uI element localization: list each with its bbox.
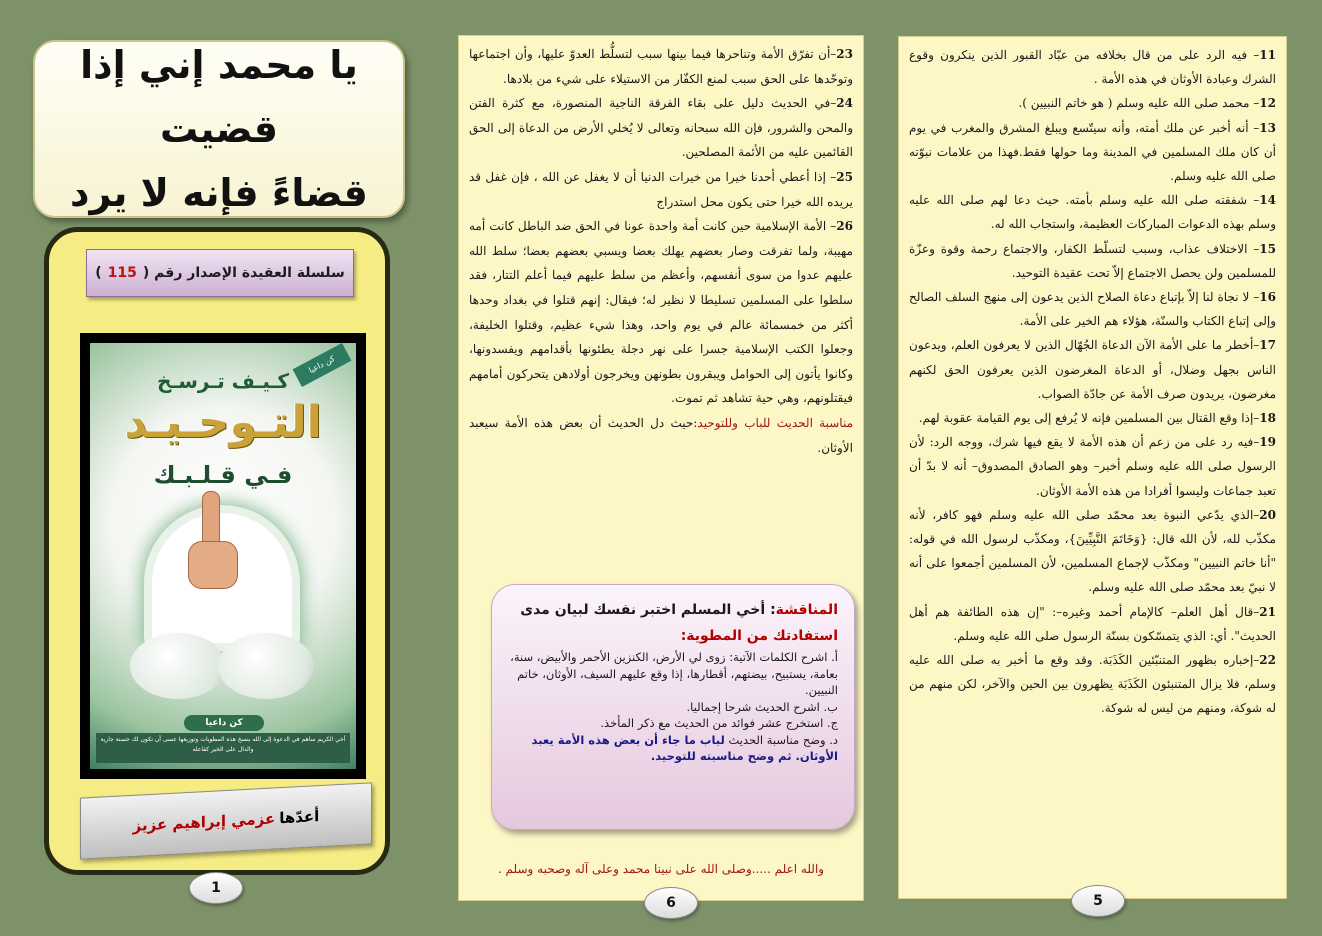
right-text-panel bbox=[898, 36, 1287, 899]
item-number: 19 bbox=[1259, 435, 1276, 450]
list-item bbox=[909, 406, 1276, 430]
item-number: 26 bbox=[836, 219, 853, 234]
discussion-item-strong: لباب ما جاء أن بعض هذه الأمة يعبد الأوثان. ثم وضح مناسبته للتوحيد. bbox=[531, 732, 838, 763]
discussion-box bbox=[491, 584, 855, 830]
hand-shape bbox=[188, 541, 238, 589]
book-title-line1: كـيـف تـرسـخ bbox=[157, 369, 289, 393]
discussion-label: المناقشة bbox=[775, 602, 838, 618]
discussion-heading bbox=[508, 597, 838, 623]
list-item bbox=[469, 214, 853, 411]
list-item bbox=[909, 430, 1276, 503]
series-close: ) bbox=[95, 265, 102, 281]
page-number-badge: 5 bbox=[1071, 885, 1125, 917]
item-text: – إذا أعطي أحدنا خيرا من خيرات الدنيا أن لا يغفل عن الله ، فإن غفل قد يريده الله خيرا حتى يكون محل استدراج bbox=[469, 169, 853, 209]
item-number: 15 bbox=[1259, 241, 1276, 256]
discussion-item-prefix: د. وضح مناسبة الحديث bbox=[728, 732, 838, 747]
book-heart-shape bbox=[218, 633, 314, 699]
closing-text: والله اعلم .....وصلى الله على نبينا محمد وعلى آله وصحبه وسلم . bbox=[497, 862, 825, 876]
book-title-line2: التـوحـيـد bbox=[124, 397, 322, 448]
cover-title-line2: قضاءً فإنه لا يرد bbox=[70, 171, 368, 215]
item-number: 17 bbox=[1259, 338, 1276, 353]
item-text: – لا نجاة لنا إلاّ بإتباع دعاة الصلاح الذين يدعون إلى منهج السلف الصالح وإلى إتباع الكتاب والسنّة، هؤلاء هم الخير على الأمة. bbox=[909, 290, 1276, 329]
list-item bbox=[909, 503, 1276, 600]
list-item bbox=[469, 42, 853, 91]
item-text: – شفقته صلى الله عليه وسلم بأمته. حيث دعا لهم صلى الله عليه وسلم بهذه الدعوات المباركات العظيمة، واستجاب الله له. bbox=[909, 193, 1276, 232]
item-text: – الأمة الإسلامية حين كانت أمة واحدة عونا في الحق ضد الباطل كانت أمه مهيبة، ولما تفرقت وصار بعضهم يهلك بعضا ويسبي بعضهم بعضا؛ سلط الله عليهم عدوا من سوى أنفسهم، وأعظم من سلط عليهم فيما أعلم التتار، فقد سلطوا على المسلمين تسليطا لا نظير له؛ فيقال: إنهم قتلوا في بغداد وحدها أكثر من خمسمائة عالم في يوم واحد، وهذا شيء عظيم، وقتلوا الخليفة، وجعلوا الكتب الإسلامية جسرا على نهر دجلة يطئونها بأقدامهم ويفسدونها، وكانوا يأتون إلى الحوامل ويبقرون بطونهن ويخرجون أولادهن يتحركون أمامهم فيقتلونهم، وهي حية تشاهد ثم تموت. bbox=[469, 219, 853, 406]
item-number: 25 bbox=[836, 169, 853, 184]
item-number: 11 bbox=[1259, 48, 1276, 62]
list-item bbox=[909, 600, 1276, 648]
list-item bbox=[909, 333, 1276, 406]
item-text: –أن تفرّق الأمة وتناحرها فيما بينها سبب لتسلُّط العدوّ عليها، وأن اجتماعها وتوحّدها على الحق سبب لمنع الكفّار من الاستيلاء على شيء من بلادها. bbox=[469, 47, 853, 86]
page-number-badge: 1 bbox=[189, 872, 243, 904]
list-item bbox=[909, 116, 1276, 189]
item-text: –فيه رد على من زعم أن هذه الأمة لا يقع فيها شرك، ووجه الرد: لأن الرسول صلى الله عليه وسلم أخبر– وهو الصادق المصدوق– أنه لا بدّ أن تعبد جماعات وليسوا أفرادا من هذه الأمة الأوثان. bbox=[909, 435, 1276, 498]
item-number: 21 bbox=[1259, 604, 1276, 619]
item-text: – أنه أخبر عن ملك أمته، وأنه سيتّسع ويبلغ المشرق والمغرب في يوم أن كان ملك المسلمين في المدينة وما حولها فقط.فهذا من علامات نبوّته صلى الله عليه وسلم. bbox=[909, 120, 1276, 184]
item-number: 24 bbox=[836, 96, 853, 111]
list-item bbox=[909, 43, 1276, 91]
cover-title bbox=[55, 33, 383, 225]
relevance-paragraph bbox=[469, 411, 853, 460]
item-number: 22 bbox=[1259, 653, 1276, 668]
series-ribbon bbox=[86, 249, 354, 297]
list-item bbox=[469, 91, 853, 165]
book-cover-art bbox=[90, 343, 356, 769]
page-number-badge: 6 bbox=[644, 887, 698, 919]
relevance-label: مناسبة الحديث للباب وللتوحيد bbox=[697, 415, 853, 430]
cover-title-box bbox=[33, 40, 405, 218]
item-text: –في الحديث دليل على بقاء الفرقة الناجية المنصورة، مع كثرة الفتن والمحن والشرور، فإن الله سبحانه وتعالى لا يُخلي الأرض من الدعاة إلى الحق القائمين عليه من الأئمة المصلحين. bbox=[469, 96, 853, 160]
book-footer-text: أخي الكريم ساهم في الدعوة إلى الله بنسخ هذه المطويات وتوزيعها عسى أن تكون لك حسنة جارية والدال على الخير كفاعله bbox=[96, 733, 350, 763]
cover-title-line1: يا محمد إني إذا قضيت bbox=[80, 43, 358, 151]
item-number: 18 bbox=[1259, 411, 1276, 426]
list-item bbox=[909, 188, 1276, 236]
book-band: كن داعيا bbox=[184, 715, 264, 731]
list-item bbox=[469, 165, 853, 214]
list-item bbox=[909, 237, 1276, 285]
author-prefix: أعدّها bbox=[279, 807, 320, 828]
list-item bbox=[909, 285, 1276, 333]
discussion-item: ج. استخرج عشر فوائد من الحديث مع ذكر المأخذ. bbox=[600, 716, 838, 730]
book-heart-shape bbox=[130, 633, 226, 699]
item-number: 12 bbox=[1259, 96, 1276, 111]
series-number: 115 bbox=[107, 265, 137, 281]
book-title-line3: فـي قـلـبـك bbox=[153, 461, 293, 489]
item-text: – فيه الرد على من قال بخلافه من عبّاد القبور الذين ينكرون وقوع الشرك وعبادة الأوثان في هذه الأمة . bbox=[909, 48, 1276, 87]
book-cover-image bbox=[80, 333, 366, 779]
item-number: 20 bbox=[1259, 507, 1276, 522]
item-text: –الذي يدّعي النبوة بعد محمّد صلى الله عليه وسلم فهو كافر، لأنه مكذّب لله، لأن الله قال: {وَخَاتَمَ النَّبِيِّينَ}، ومكذّب لرسول الله في قوله: "أنا خاتم النبيين" ومكذّب لإجماع المسلمين، لأن المسلمين أجمعوا على أنه لا نبيّ بعد محمّد صلى الله عليه وسلم. bbox=[909, 507, 1276, 595]
item-text: –إخباره بظهور المتنبّئين الكَذَبَة. وقد وقع ما أخبر به صلى الله عليه وسلم، فلا يزال المتنبئون الكَذَبَة يظهرون بين الحين والآخر، لكن منهم من له شوكة، ومنهم من ليس له شوكة. bbox=[909, 653, 1276, 716]
item-number: 23 bbox=[836, 47, 853, 61]
discussion-item: ب. اشرح الحديث شرحا إجماليا. bbox=[686, 699, 838, 714]
item-text: – الاختلاف عذاب، وسبب لتسلّط الكفار، والاجتماع رحمة وقوة وعزّة للمسلمين ولن يحصل الاجتماع إلاّ تحت عقيدة التوحيد. bbox=[909, 241, 1276, 280]
list-item bbox=[909, 91, 1276, 115]
relevance-text: :حيث دل الحديث أن بعض هذه الأمة سيعبد الأوثان. bbox=[469, 415, 853, 455]
item-number: 13 bbox=[1259, 120, 1276, 135]
item-number: 16 bbox=[1259, 290, 1276, 305]
list-item bbox=[909, 648, 1276, 721]
series-label: سلسلة العقيدة الإصدار رقم ( bbox=[142, 265, 345, 281]
discussion-item bbox=[508, 732, 838, 765]
author-name: عزمي إبراهيم عزيز bbox=[132, 809, 276, 835]
item-number: 14 bbox=[1259, 193, 1276, 208]
item-text: – محمد صلى الله عليه وسلم ( هو خاتم النبيين ). bbox=[1018, 96, 1260, 111]
book-tag: كن داعيا bbox=[293, 343, 352, 387]
item-text: –أخطر ما على الأمة الآن الدعاة الجُهّال الذين لا يعرفون العلم، ويدعون الناس بجهل وضلال، أو الدعاة المغرضون الذين يعرفون الحق لكنهم مغرضون، يريدون صرف الأمة عن جادّة الصواب. bbox=[909, 338, 1276, 401]
item-text: –إذا وقع القتال بين المسلمين فإنه لا يُرفع إلى يوم القيامة عقوبة لهم. bbox=[918, 411, 1260, 426]
discussion-item: أ. اشرح الكلمات الآتية: زوى لي الأرض، الكنزين الأحمر والأبيض، سنة، بعامة، يستبيح، بيضتهم، أقطارها، إذا وقع عليهم السيف، الأوثان، خاتم النبيين. bbox=[510, 650, 838, 697]
discussion-head-text: : أخي المسلم اختبر نفسك لبيان مدى bbox=[520, 602, 776, 618]
item-text: –قال أهل العلم– كالإمام أحمد وغيره–: "إن هذه الطائفة هم أهل الحديث". أي: الذي يتمسّكون بسنّة الرسول صلى الله عليه وسلم. bbox=[909, 604, 1276, 643]
discussion-subheading: استفادتك من المطوية: bbox=[680, 628, 838, 644]
